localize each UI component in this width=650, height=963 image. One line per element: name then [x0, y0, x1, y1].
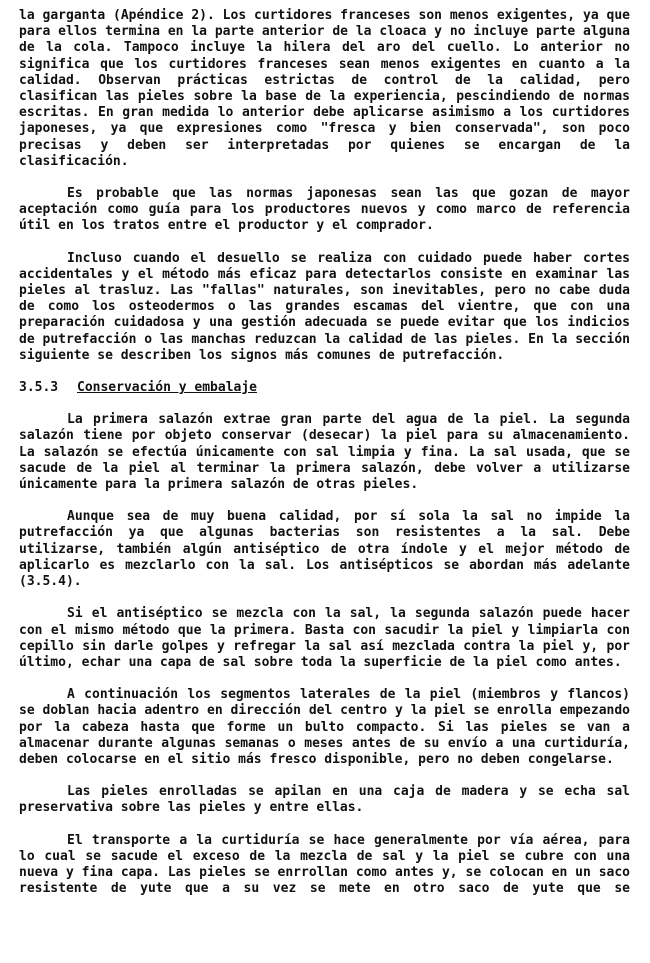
- section-heading: [19, 380, 630, 396]
- paragraph-salting: La primera salazón extrae gran parte del agua de la piel. La segunda salazón tiene por objeto conservar (desecar) la piel para su almacenamiento. La salazón se efectúa únicamente con sal limpia y fina. La sal usada, que se sacude de la piel al terminar la primera salazón, debe volver a utilizarse únicamente para la primera salazón de otras pieles.: [19, 412, 630, 493]
- section-title: Conservación y embalaje: [77, 380, 258, 396]
- paragraph-antiseptic: Aunque sea de muy buena calidad, por sí sola la sal no impide la putrefacción ya que algunas bacterias son resistentes a la sal. Debe utilizarse, también algún antiséptico de otra índole y el mejor método de aplicarlo es mezclarlo con la sal. Los antisépticos se abordan más adelante (3.5.4).: [19, 509, 630, 590]
- paragraph-transport: El transporte a la curtiduría se hace generalmente por vía aérea, para lo cual se sacude el exceso de la mezcla de sal y la piel se cubre con una nueva y fina capa. Las pieles se enrrollan como antes y, se colocan en un saco resistente de yute que a su vez se mete en otro saco de yute que se: [19, 832, 630, 897]
- paragraph-cuts-detection: Incluso cuando el desuello se realiza con cuidado puede haber cortes accidentales y el método más eficaz para detectarlos consiste en examinar las pieles al trasluz. Las "fallas" naturales, son inevitables, pero no cabe duda de como los osteodermos o las grandes escamas del vientre, que con una preparación cuidadosa y una gestión adecuada se puede evitar que los indicios de putrefacción o las manchas reduzcan la calidad de las pieles. En la sección siguiente se describen los signos más comunes de putrefacción.: [19, 250, 630, 363]
- section-number: 3.5.3: [19, 380, 59, 396]
- paragraph-japanese-norms: Es probable que las normas japonesas sean las que gozan de mayor aceptación como guía para los productores nuevos y como marco de referencia útil en los tratos entre el productor y el comprador.: [19, 186, 630, 234]
- paragraph-stacking: Las pieles enrolladas se apilan en una caja de madera y se echa sal preservativa sobre las pieles y entre ellas.: [19, 784, 630, 816]
- paragraph-second-salting: Si el antiséptico se mezcla con la sal, la segunda salazón puede hacer con el mismo método que la primera. Basta con sacudir la piel y limpiarla con cepillo sin darle golpes y refregar la sal así mezclada contra la piel y, por último, echar una capa de sal sobre toda la superficie de la piel como antes.: [19, 606, 630, 670]
- paragraph-rolling: A continuación los segmentos laterales de la piel (miembros y flancos) se doblan hacia adentro en dirección del centro y la piel se enrolla empezando por la cabeza hasta que forme un bulto compacto. Si las pieles se van a almacenar durante algunas semanas o meses antes de su envío a una curtiduría, deben colocarse en el sitio más fresco disponible, pero no deben congelarse.: [19, 687, 630, 767]
- paragraph-carryover: la garganta (Apéndice 2). Los curtidores franceses son menos exigentes, ya que para ellos termina en la parte anterior de la cloaca y no incluye parte alguna de la cola. Tampoco incluye la hilera del aro del cuello. Lo anterior no significa que los curtidores franceses sean menos exigentes en cuanto a la calidad. Observan prácticas estrictas de control de la calidad, pero clasifican las pieles sobre la base de la experiencia, pescindiendo de normas escritas. En gran medida lo anterior debe aplicarse asimismo a los curtidores japoneses, ya que expresiones como "fresca y bien conservada", son poco precisas y deben ser interpretadas por quienes se encargan de la clasificación.: [19, 8, 630, 169]
